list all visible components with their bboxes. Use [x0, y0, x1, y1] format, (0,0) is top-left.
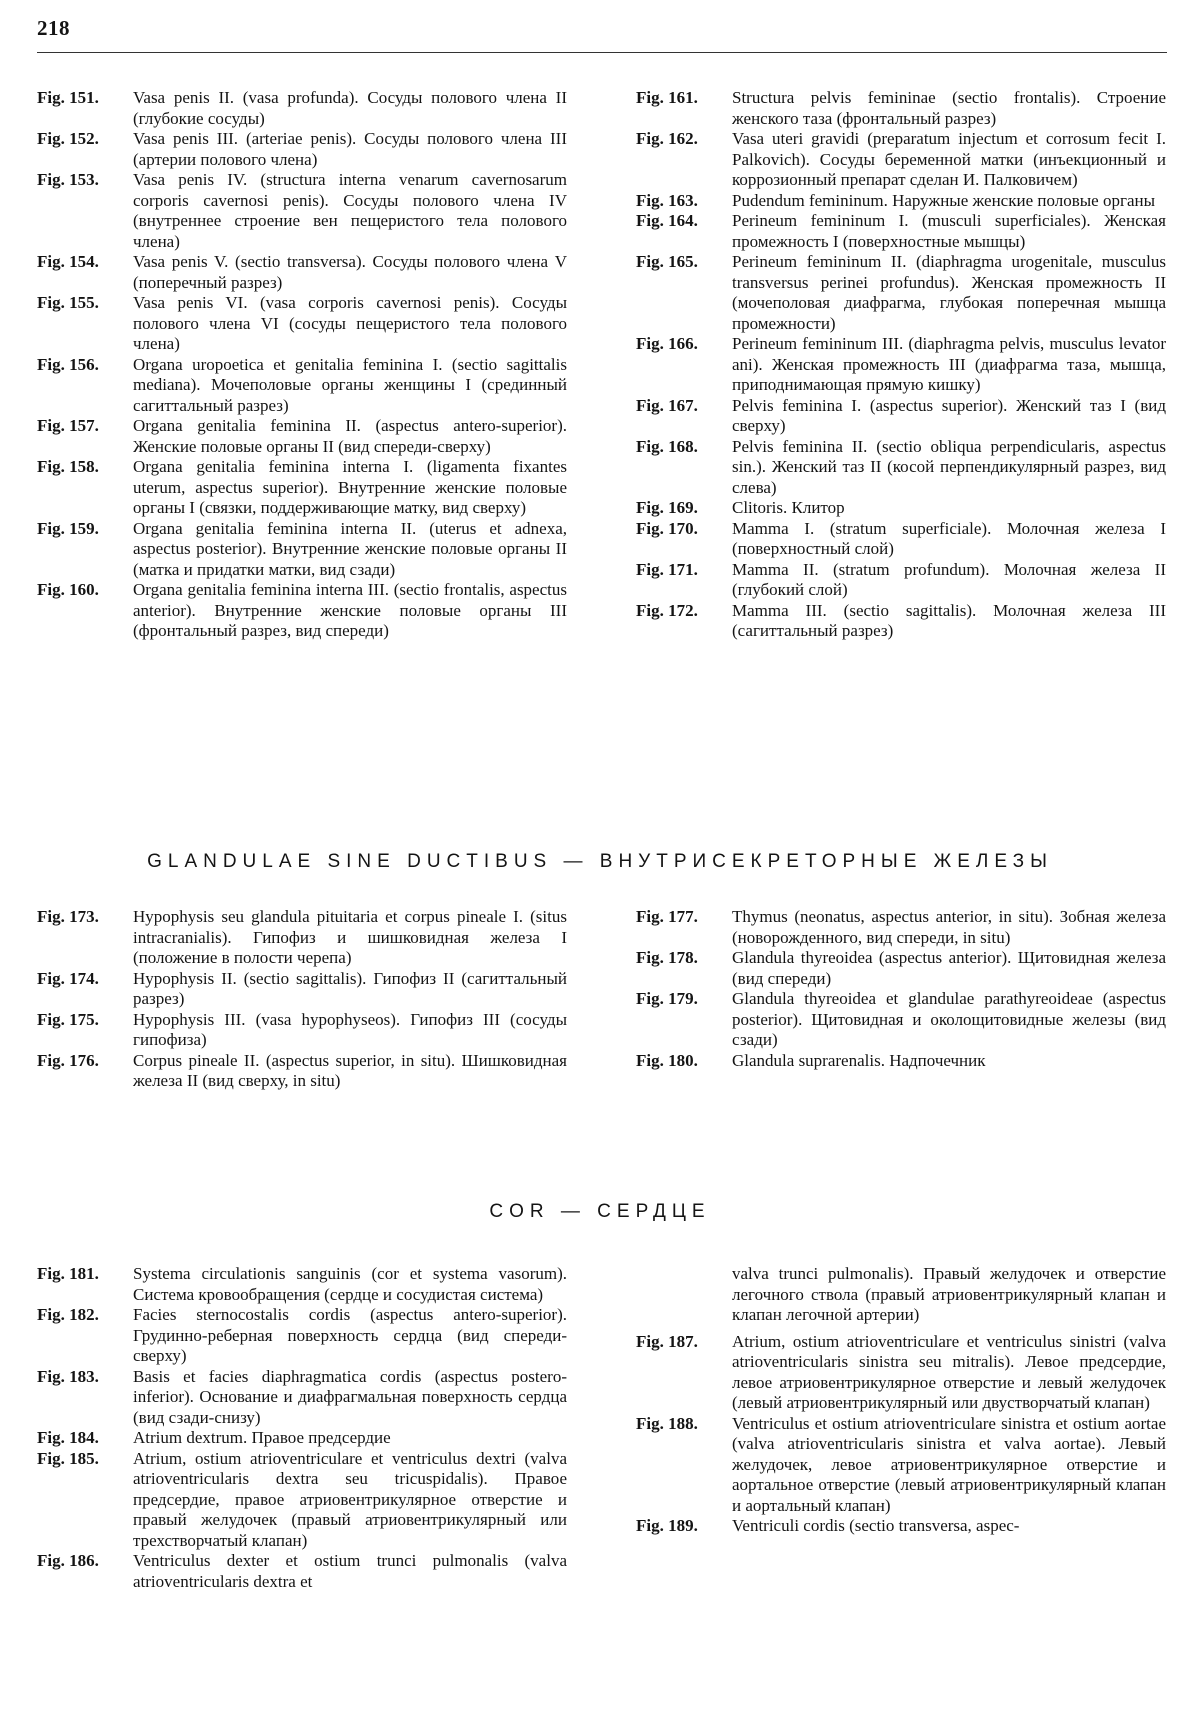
figure-caption: Vasa penis III. (arteriae penis). Сосуды полового члена III (артерии полового члена) [133, 129, 567, 169]
figure-entry [636, 88, 1166, 129]
figure-caption: Organa uropoetica et genitalia feminina I. (sectio sagittalis mediana). Мочеполовые органы женщины I (срединный сагиттальный разрез) [133, 354, 567, 415]
figure-number: Fig. 155. [37, 293, 99, 312]
figure-number: Fig. 168. [636, 436, 698, 456]
figure-number: Fig. 156. [37, 354, 99, 374]
figure-entry [636, 560, 1166, 601]
figure-number: Fig. 177. [636, 907, 698, 926]
figure-caption: Mamma III. (sectio sagittalis). Молочная железа III (сагиттальный разрез) [732, 600, 1166, 640]
figure-entry [636, 437, 1166, 499]
figure-number: Fig. 167. [636, 395, 698, 415]
figure-entry [636, 498, 1166, 519]
figure-caption: Perineum femininum III. (diaphragma pelvis, musculus levator ani). Женская промежность III (диафрагма таза, мышца, приподнимающая прямую кишку) [732, 334, 1166, 394]
figure-entry [37, 170, 567, 252]
figure-number: Fig. 164. [636, 211, 698, 230]
figure-number: Fig. 157. [37, 416, 99, 435]
figure-number: Fig. 172. [636, 600, 698, 620]
figure-caption: Organa genitalia feminina interna III. (sectio frontalis, aspectus anterior). Внутренние женские половые органы III (фронтальный разрез, вид спереди) [133, 580, 567, 640]
section1-right-column [636, 88, 1166, 642]
page-number: 218 [37, 16, 70, 40]
figure-number: Fig. 161. [636, 88, 698, 107]
figure-number: Fig. 162. [636, 129, 698, 148]
figure-entry [37, 580, 567, 642]
figure-number: Fig. 160. [37, 580, 99, 599]
figure-number: Fig. 179. [636, 989, 698, 1008]
continuation-text: valva trunci pulmonalis). Правый желудочек и отверстие легочного ствола (правый атриовентрикулярный клапан и клапан легочной артерии) [732, 1264, 1166, 1324]
figure-entry [37, 1264, 567, 1305]
section2-left-column [37, 907, 567, 1092]
figure-number: Fig. 188. [636, 1413, 698, 1433]
figure-entry [636, 129, 1166, 191]
figure-entry [37, 907, 567, 969]
figure-caption: Glandula suprarenalis. Надпочечник [732, 1050, 986, 1070]
figure-caption: Pudendum femininum. Наружные женские половые органы [732, 190, 1156, 210]
figure-caption: Atrium, ostium atrioventriculare et ventriculus sinistri (valva atrioventricularis sinistra seu mitralis). Левое предсердие, левое атриовентрикулярное отверстие и левый желудочек (левый атриовентрикулярный или двустворчатый клапан) [732, 1331, 1166, 1412]
figure-caption: Corpus pineale II. (aspectus superior, in situ). Шишковидная железа II (вид сверху, in situ) [133, 1050, 567, 1090]
figure-entry [636, 191, 1166, 212]
figure-caption: Mamma I. (stratum superficiale). Молочная железа I (поверхностный слой) [732, 518, 1166, 558]
figure-number: Fig. 152. [37, 129, 99, 148]
figure-caption: Atrium, ostium atrioventriculare et ventriculus dextri (valva atrioventricularis dextra seu tricuspidalis). Правое предсердие, правое атриовентрикулярное отверстие и правый желудочек (правый атриовентрикулярный или трехстворчатый клапан) [133, 1448, 567, 1550]
figure-number: Fig. 169. [636, 498, 698, 517]
figure-entry [636, 519, 1166, 560]
figure-entry [37, 88, 567, 129]
figure-caption: Hypophysis seu glandula pituitaria et corpus pineale I. (situs intracranialis). Гипофиз и шишковидная железа I (положение в полости черепа) [133, 907, 567, 967]
figure-entry [37, 519, 567, 581]
figure-number: Fig. 170. [636, 518, 698, 538]
figure-number: Fig. 154. [37, 252, 99, 271]
figure-number: Fig. 180. [636, 1050, 698, 1070]
figure-entry [636, 1332, 1166, 1414]
section-heading-cor: COR — СЕРДЦЕ [489, 1201, 711, 1222]
figure-entry [636, 1051, 1166, 1072]
figure-caption: Clitoris. Клитор [732, 498, 845, 517]
figure-number: Fig. 163. [636, 190, 698, 210]
figure-number: Fig. 176. [37, 1050, 99, 1070]
figure-entry [37, 355, 567, 417]
figure-caption: Ventriculi cordis (sectio transversa, aspec- [732, 1516, 1020, 1535]
figure-caption: Organa genitalia feminina interna I. (ligamenta fixantes uterum, aspectus superior). Внутренние женские половые органы I (связки, поддерживающие матку, вид сверху) [133, 457, 567, 517]
figure-number: Fig. 158. [37, 457, 99, 476]
figure-entry [37, 1551, 567, 1592]
figure-entry [37, 252, 567, 293]
figure-entry [37, 969, 567, 1010]
figure-caption: Vasa penis II. (vasa profunda). Сосуды полового члена II (глубокие сосуды) [133, 88, 567, 128]
figure-caption: Atrium dextrum. Правое предсердие [133, 1428, 391, 1447]
figure-entry [636, 989, 1166, 1051]
section3-right-entries [636, 1332, 1166, 1537]
section1-left-column [37, 88, 567, 642]
figure-entry [636, 1516, 1166, 1537]
figure-entry [37, 1428, 567, 1449]
figure-caption: Thymus (neonatus, aspectus anterior, in situ). Зобная железа (новорожденного, вид спереди, in situ) [732, 907, 1166, 947]
figure-entry [37, 1305, 567, 1367]
figure-entry [636, 1414, 1166, 1517]
figure-entry [636, 334, 1166, 396]
figure-number: Fig. 174. [37, 968, 99, 988]
figure-caption: Glandula thyreoidea et glandulae parathyreoideae (aspectus posterior). Щитовидная и околощитовидные железы (вид сзади) [732, 989, 1166, 1049]
figure-entry [37, 1449, 567, 1552]
figure-caption: Vasa uteri gravidi (preparatum injectum et corrosum fecit I. Palkovich). Сосуды беременной матки (инъекционный и коррозионный препарат сделан И. Палковичем) [732, 129, 1166, 189]
figure-number: Fig. 183. [37, 1366, 99, 1386]
figure-caption: Pelvis feminina I. (aspectus superior). Женский таз I (вид сверху) [732, 395, 1166, 435]
figure-entry [636, 601, 1166, 642]
figure-entry [37, 1051, 567, 1092]
figure-number: Fig. 181. [37, 1264, 99, 1283]
figure-entry [37, 416, 567, 457]
figure-entry [636, 907, 1166, 948]
figure-caption: Ventriculus dexter et ostium trunci pulmonalis (valva atrioventricularis dextra et [133, 1551, 567, 1591]
figure-number: Fig. 159. [37, 518, 99, 538]
figure-number: Fig. 175. [37, 1009, 99, 1029]
figure-caption: Structura pelvis femininae (sectio frontalis). Строение женского таза (фронтальный разрез) [732, 88, 1166, 128]
section2-right-column [636, 907, 1166, 1071]
figure-entry [636, 396, 1166, 437]
figure-caption: Perineum femininum I. (musculi superficiales). Женская промежность I (поверхностные мышцы) [732, 211, 1166, 251]
figure-caption: Mamma II. (stratum profundum). Молочная железа II (глубокий слой) [732, 559, 1166, 599]
figure-number: Fig. 153. [37, 170, 99, 189]
figure-number: Fig. 189. [636, 1516, 698, 1535]
figure-number: Fig. 185. [37, 1448, 99, 1468]
figure-caption: Vasa penis IV. (structura interna venarum cavernosarum corporis cavernosi penis). Сосуды полового члена IV (внутреннее строение вен пещеристого тела полового члена) [133, 170, 567, 251]
figure-entry [636, 211, 1166, 252]
figure-caption: Organa genitalia feminina II. (aspectus antero-superior). Женские половые органы II (вид спереди-сверху) [133, 416, 567, 456]
section-heading-glandulae: GLANDULAE SINE DUCTIBUS — ВНУТРИСЕКРЕТОРНЫЕ ЖЕЛЕЗЫ [147, 851, 1053, 872]
figure-number: Fig. 151. [37, 88, 99, 107]
figure-number: Fig. 187. [636, 1331, 698, 1351]
section3-left-column [37, 1264, 567, 1592]
figure-entry [37, 457, 567, 519]
figure-number: Fig. 178. [636, 948, 698, 967]
figure-number: Fig. 166. [636, 334, 698, 353]
figure-entry [37, 1367, 567, 1429]
figure-caption: Hypophysis II. (sectio sagittalis). Гипофиз II (сагиттальный разрез) [133, 968, 567, 1008]
figure-caption: Hypophysis III. (vasa hypophyseos). Гипофиз III (сосуды гипофиза) [133, 1009, 567, 1049]
figure-number: Fig. 186. [37, 1551, 99, 1570]
figure-caption: Pelvis feminina II. (sectio obliqua perpendicularis, aspectus sin.). Женский таз II (косой перпендикулярный разрез, вид слева) [732, 436, 1166, 497]
figure-number: Fig. 184. [37, 1428, 99, 1447]
figure-caption: Ventriculus et ostium atrioventriculare sinistra et ostium aortae (valva atrioventricularis sinistra et valva aortae). Левый желудочек, левое атриовентрикулярное отверстие и аортальное отверстие (левый атриовентрикулярный клапан и аортальный клапан) [732, 1413, 1166, 1515]
figure-entry [37, 293, 567, 355]
figure-number: Fig. 173. [37, 907, 99, 926]
header-rule [37, 52, 1167, 53]
figure-caption: Vasa penis VI. (vasa corporis cavernosi penis). Сосуды полового члена VI (сосуды пещеристого тела полового члена) [133, 293, 567, 353]
figure-caption: Vasa penis V. (sectio transversa). Сосуды полового члена V (поперечный разрез) [133, 252, 567, 292]
figure-number: Fig. 182. [37, 1305, 99, 1324]
figure-entry [37, 1010, 567, 1051]
figure-number: Fig. 171. [636, 559, 698, 579]
figure-entry [636, 252, 1166, 334]
figure-entry [37, 129, 567, 170]
figure-caption: Organa genitalia feminina interna II. (uterus et adnexa, aspectus posterior). Внутренние женские половые органы II (матка и придатки матки, вид сзади) [133, 518, 567, 579]
section3-right-column [636, 1264, 1166, 1537]
figure-caption: Basis et facies diaphragmatica cordis (aspectus postero-inferior). Основание и диафрагмальная поверхность сердца (вид сзади-снизу) [133, 1366, 567, 1427]
figure-entry [636, 948, 1166, 989]
figure-number: Fig. 165. [636, 252, 698, 271]
figure-caption: Systema circulationis sanguinis (cor et systema vasorum). Система кровообращения (сердце и сосудистая система) [133, 1264, 567, 1304]
figure-caption: Facies sternocostalis cordis (aspectus antero-superior). Грудинно-реберная поверхность сердца (вид спереди-сверху) [133, 1305, 567, 1365]
figure-caption: Perineum femininum II. (diaphragma urogenitale, musculus transversus perinei profundus). Женская промежность II (мочеполовая диафрагма, глубокая поперечная мышца промежности) [732, 252, 1166, 333]
figure-caption: Glandula thyreoidea (aspectus anterior). Щитовидная железа (вид спереди) [732, 948, 1166, 988]
